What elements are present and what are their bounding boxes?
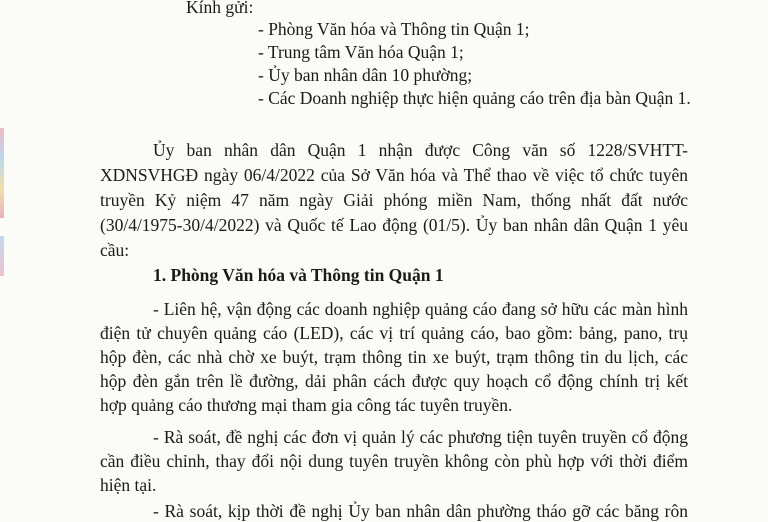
para3-line-1: - Rà soát, kịp thời đề nghị Ủy ban nhân dân phường tháo gỡ các băng rôn <box>153 501 688 521</box>
para1-line-1: - Liên hệ, vận động các doanh nghiệp quảng cáo đang sở hữu các màn hình <box>153 299 688 319</box>
para1-line-5: hợp quảng cáo thương mại tham gia công tác tuyên truyền. <box>100 395 513 415</box>
recipient-4: - Các Doanh nghiệp thực hiện quảng cáo trên địa bàn Quận 1. <box>258 88 691 108</box>
intro-line-1: Ủy ban nhân dân Quận 1 nhận được Công văn số 1228/SVHTT- <box>153 140 688 160</box>
recipient-2: - Trung tâm Văn hóa Quận 1; <box>258 42 464 62</box>
recipient-1: - Phòng Văn hóa và Thông tin Quận 1; <box>258 19 530 39</box>
para1-line-3: hộp đèn, các nhà chờ xe buýt, trạm thông tin xe buýt, trạm thông tin du lịch, các <box>100 347 688 367</box>
para2-line-2: cần điều chỉnh, thay đổi nội dung tuyên truyền không còn phù hợp với thời điểm <box>100 451 688 471</box>
scan-edge-mark <box>0 128 4 218</box>
greeting: Kính gửi: <box>186 0 254 17</box>
intro-line-4: (30/4/1975-30/4/2022) và Quốc tế Lao động (01/5). Ủy ban nhân dân Quận 1 yêu <box>100 215 688 235</box>
scan-edge-mark <box>0 236 4 276</box>
intro-line-5: cầu: <box>100 240 130 260</box>
intro-line-2: XDNSVHGĐ ngày 06/4/2022 của Sở Văn hóa và Thể thao về việc tổ chức tuyên <box>100 165 688 185</box>
para1-line-4: hộp đèn gắn trên lề đường, dải phân cách được quy hoạch cổ động chính trị kết <box>100 371 688 391</box>
section-heading: 1. Phòng Văn hóa và Thông tin Quận 1 <box>153 265 444 285</box>
recipient-3: - Ủy ban nhân dân 10 phường; <box>258 65 473 85</box>
para2-line-1: - Rà soát, đề nghị các đơn vị quản lý các phương tiện tuyên truyền cổ động <box>153 427 688 447</box>
intro-line-3: truyền Kỷ niệm 47 năm ngày Giải phóng miền Nam, thống nhất đất nước <box>100 190 688 210</box>
para2-line-3: hiện tại. <box>100 475 157 495</box>
para1-line-2: điện tử chuyên quảng cáo (LED), các vị trí quảng cáo, bao gồm: bảng, pano, trụ <box>100 323 688 343</box>
